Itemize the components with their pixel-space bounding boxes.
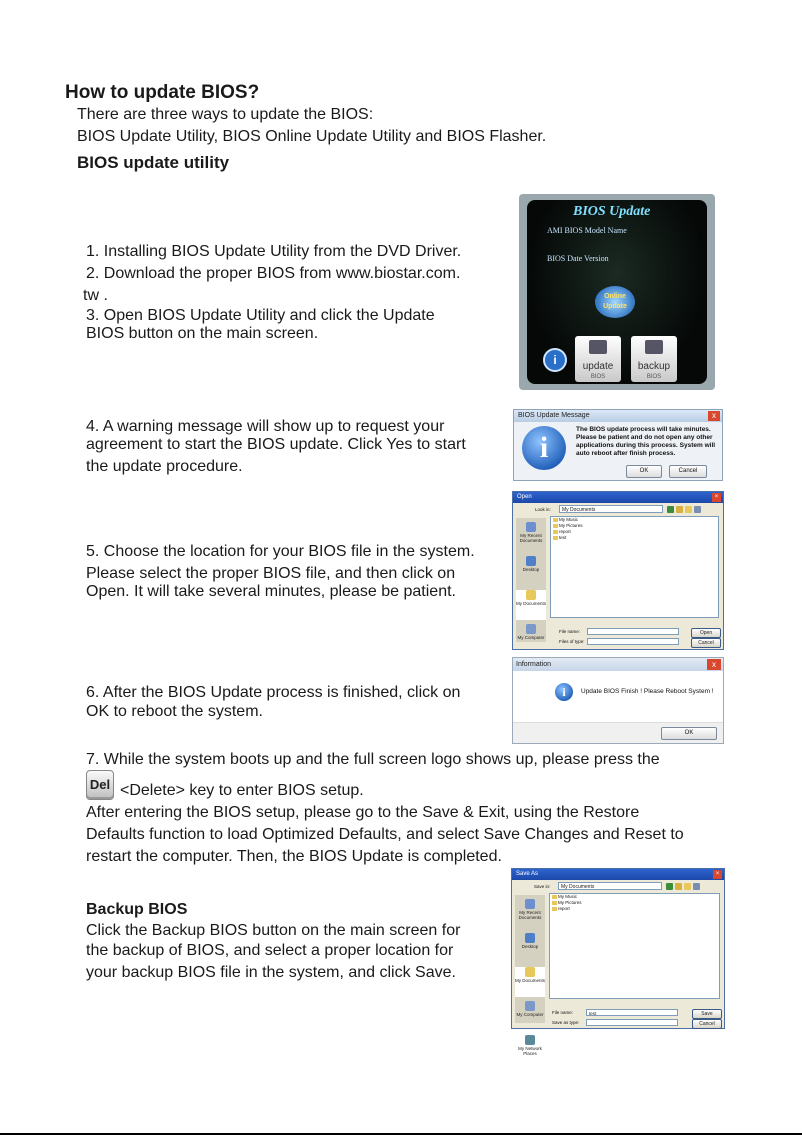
open-dialog-title: Open [517, 494, 532, 500]
bios-update-message-dialog [513, 409, 723, 481]
step-7-line-4: Defaults function to load Optimized Defaults, and select Save Changes and Reset to [86, 826, 684, 843]
backup-bios-button[interactable] [631, 336, 677, 382]
save-as-type-label: Save as type: [552, 1020, 580, 1025]
step-6-line-2: OK to reboot the system. [86, 703, 263, 720]
delete-key-icon: Del [86, 770, 114, 800]
new-folder-icon[interactable] [685, 506, 692, 513]
computer-icon [526, 624, 536, 634]
step-7-line-2: <Delete> key to enter BIOS setup. [120, 782, 364, 799]
back-icon[interactable] [667, 506, 674, 513]
intro-line-2: BIOS Update Utility, BIOS Online Update Utility and BIOS Flasher. [77, 128, 547, 145]
places-bar [515, 895, 546, 1056]
list-item[interactable]: report [551, 529, 718, 535]
step-3-line-1: 3. Open BIOS Update Utility and click the Update [86, 307, 435, 324]
up-folder-icon[interactable] [675, 883, 682, 890]
bios-update-title: BIOS Update [573, 204, 651, 219]
file-name-label: File name: [552, 1010, 574, 1015]
backup-bios-button-label: backup [637, 361, 671, 372]
place-my-documents[interactable]: My Documents [516, 590, 546, 620]
open-file-dialog [512, 491, 724, 650]
save-dialog-title: Save As [516, 871, 539, 877]
ok-button[interactable]: OK [626, 465, 662, 478]
step-2-line-2: tw . [83, 287, 108, 304]
information-dialog-footer [513, 722, 723, 743]
intro-line-1: There are three ways to update the BIOS: [77, 106, 374, 123]
desktop-icon [525, 933, 535, 943]
section-title: BIOS update utility [77, 153, 230, 172]
list-item[interactable]: My Pictures [550, 900, 719, 906]
save-in-select[interactable]: My Documents [558, 882, 662, 890]
place-network[interactable]: My Network Places [515, 1035, 545, 1065]
recent-documents-icon [526, 522, 536, 532]
chip-backup-icon [645, 340, 663, 354]
update-bios-button-sub: BIOS [590, 374, 606, 380]
close-icon[interactable]: × [713, 870, 722, 879]
view-menu-icon[interactable] [694, 506, 701, 513]
ok-button[interactable]: OK [661, 727, 717, 740]
desktop-icon [526, 556, 536, 566]
back-icon[interactable] [666, 883, 673, 890]
cancel-button[interactable]: Cancel [692, 1019, 722, 1029]
places-bar [516, 518, 546, 642]
backup-bios-button-sub: BIOS [646, 374, 662, 380]
place-recent[interactable]: My Recent Documents [516, 522, 546, 552]
page-title: How to update BIOS? [65, 82, 260, 103]
step-4-line-3: the update procedure. [86, 458, 243, 475]
list-item[interactable]: My Music [550, 894, 719, 900]
bios-update-utility-window [519, 194, 715, 390]
save-in-label: Save in: [534, 884, 551, 889]
step-3-line-2: BIOS button on the main screen. [86, 325, 319, 342]
online-update-globe-icon[interactable]: Online Update [595, 286, 635, 318]
new-folder-icon[interactable] [684, 883, 691, 890]
file-name-label: File name: [559, 629, 581, 634]
close-icon[interactable]: × [712, 493, 721, 502]
save-as-dialog [511, 868, 725, 1056]
update-bios-button-label: update [582, 361, 614, 372]
save-button[interactable]: Save [692, 1009, 722, 1019]
open-button[interactable]: Open [691, 628, 721, 638]
list-item[interactable]: report [550, 906, 719, 912]
step-7-line-5: restart the computer. Then, the BIOS Update is completed. [86, 848, 502, 865]
place-my-computer[interactable]: My Computer [516, 624, 546, 654]
documents-folder-icon [526, 590, 536, 600]
message-dialog-text: The BIOS update process will take minutes. Please be patient and do not open any other applications during this process. System will auto reboot after finish process. [576, 426, 716, 457]
close-icon[interactable]: x [708, 411, 720, 421]
look-in-label: Look in: [535, 507, 551, 512]
file-list[interactable] [550, 516, 719, 618]
information-dialog [512, 657, 724, 744]
bios-date-label: BIOS Date Version [547, 254, 609, 263]
backup-line-3: your backup BIOS file in the system, and click Save. [86, 964, 456, 981]
step-4-line-2: agreement to start the BIOS update. Click Yes to start [86, 436, 466, 453]
computer-icon [525, 1001, 535, 1011]
message-dialog-titlebar [514, 410, 722, 422]
place-desktop[interactable]: Desktop [515, 933, 545, 963]
step-6-line-1: 6. After the BIOS Update process is finished, click on [86, 684, 461, 701]
step-4-line-1: 4. A warning message will show up to request your [86, 418, 445, 435]
information-icon: i [522, 426, 566, 470]
update-bios-button[interactable] [575, 336, 621, 382]
step-2-line-1: 2. Download the proper BIOS from www.biostar.com. [86, 265, 461, 282]
bios-model-label: AMI BIOS Model Name [547, 226, 627, 235]
info-icon[interactable]: i [543, 348, 567, 372]
information-dialog-title: Information [516, 661, 552, 668]
backup-line-2: the backup of BIOS, and select a proper location for [86, 942, 454, 959]
list-item[interactable]: test [551, 535, 718, 541]
place-recent[interactable]: My Recent Documents [515, 899, 545, 929]
cancel-button[interactable]: Cancel [669, 465, 707, 478]
cancel-button[interactable]: Cancel [691, 638, 721, 648]
step-5-line-2: Please select the proper BIOS file, and then click on [86, 565, 456, 582]
network-icon [525, 1035, 535, 1045]
message-dialog-title: BIOS Update Message [518, 412, 590, 419]
chip-download-icon [589, 340, 607, 354]
list-item[interactable]: My Pictures [551, 523, 718, 529]
step-1: 1. Installing BIOS Update Utility from the DVD Driver. [86, 243, 462, 260]
bottom-rule [0, 1133, 802, 1135]
information-dialog-titlebar [513, 658, 723, 671]
place-my-documents[interactable]: My Documents [515, 967, 545, 997]
bios-update-utility-panel [527, 200, 707, 384]
list-item[interactable]: My Music [551, 517, 718, 523]
view-menu-icon[interactable] [693, 883, 700, 890]
information-dialog-text: Update BIOS Finish ! Please Reboot System ! [581, 688, 714, 695]
file-name-input[interactable] [587, 628, 679, 635]
open-dialog-titlebar [513, 492, 723, 503]
recent-documents-icon [525, 899, 535, 909]
save-as-type-select[interactable] [586, 1019, 678, 1026]
look-in-select[interactable]: My Documents [559, 505, 663, 513]
step-5-line-3: Open. It will take several minutes, please be patient. [86, 583, 456, 600]
file-type-label: Files of type: [559, 639, 585, 644]
save-dialog-titlebar [512, 869, 724, 880]
backup-bios-title: Backup BIOS [86, 901, 188, 918]
file-list[interactable] [549, 893, 720, 999]
step-7-line-3: After entering the BIOS setup, please go to the Save & Exit, using the Restore [86, 804, 640, 821]
place-my-computer[interactable]: My Computer [515, 1001, 545, 1031]
documents-folder-icon [525, 967, 535, 977]
step-5-line-1: 5. Choose the location for your BIOS file in the system. [86, 543, 475, 560]
file-type-select[interactable] [587, 638, 679, 645]
file-name-input[interactable]: test [586, 1009, 678, 1016]
backup-line-1: Click the Backup BIOS button on the main screen for [86, 922, 461, 939]
up-folder-icon[interactable] [676, 506, 683, 513]
step-7-line-1: 7. While the system boots up and the full screen logo shows up, please press the [86, 751, 660, 768]
close-icon[interactable]: x [707, 659, 721, 670]
information-icon: i [555, 683, 573, 701]
place-desktop[interactable]: Desktop [516, 556, 546, 586]
